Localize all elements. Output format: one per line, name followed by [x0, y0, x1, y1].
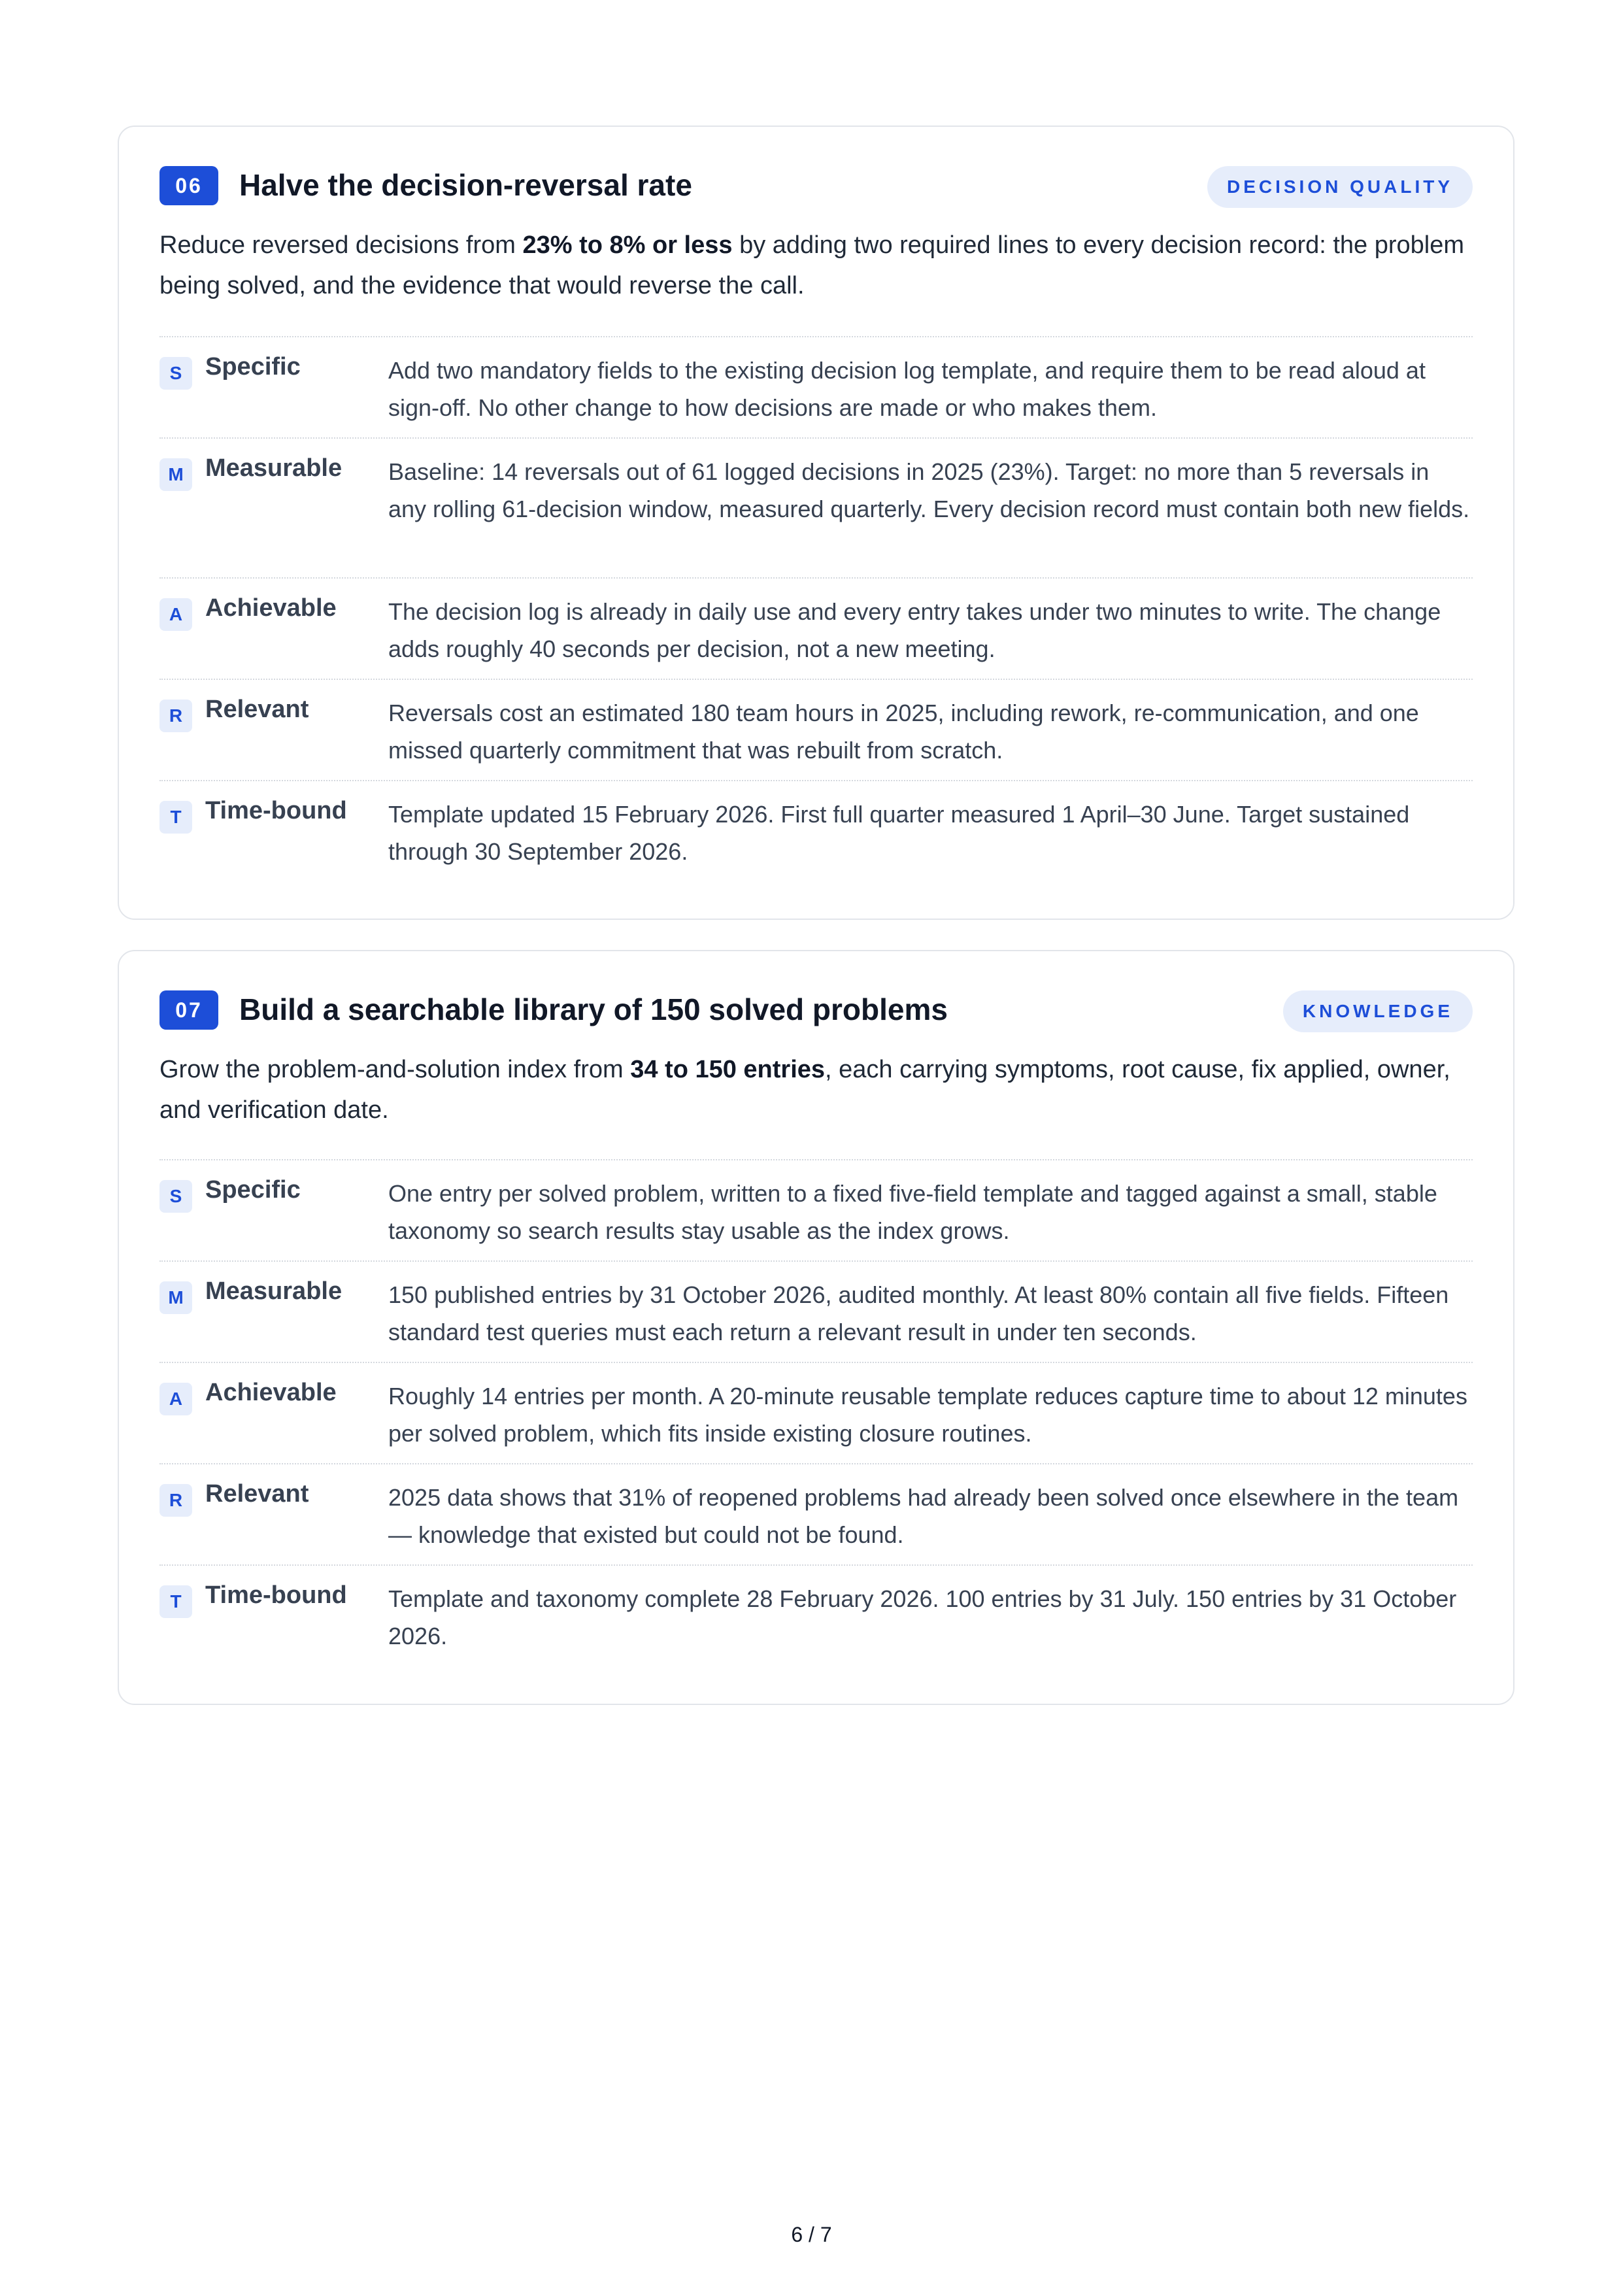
- summary-text: , each carrying symptoms, root cause, fix applied, owner, and verification date.: [159, 1056, 1450, 1124]
- criterion-letter-badge: R: [159, 700, 192, 732]
- criterion-label: Measurable: [205, 454, 343, 482]
- criterion-description: Reversals cost an estimated 180 team hours in 2025, including rework, re-communication, and one missed quarterly commitment that was rebuilt from scratch.: [388, 700, 1419, 764]
- criterion-label: Specific: [205, 1176, 301, 1204]
- goal-summary: [159, 225, 1473, 306]
- goal-card: [118, 950, 1514, 1705]
- smart-criteria-list: [159, 336, 1473, 881]
- summary-emphasis: 23% to 8% or less: [522, 231, 733, 259]
- goal-title: Build a searchable library of 150 solved problems: [239, 992, 948, 1026]
- criterion-letter-badge: S: [159, 1180, 192, 1213]
- goal-summary: [159, 1049, 1473, 1130]
- criterion-description: Add two mandatory fields to the existing decision log template, and require them to be read aloud at sign-off. No other change to how decisions are made or who makes them.: [388, 357, 1426, 421]
- criterion-description: Baseline: 14 reversals out of 61 logged decisions in 2025 (23%). Target: no more than 5 reversals in any rolling 61-decision window, measured quarterly. Every decision record must contain both new fields.: [388, 458, 1470, 522]
- criterion-row-relevant: [159, 679, 1473, 780]
- criterion-row-achievable: [159, 577, 1473, 679]
- criterion-row-time-bound: [159, 1564, 1473, 1666]
- criterion-letter-badge: M: [159, 458, 192, 491]
- criterion-label: Relevant: [205, 1480, 309, 1508]
- criterion-row-measurable: [159, 1260, 1473, 1362]
- criterion-description: 150 published entries by 31 October 2026, audited monthly. At least 80% contain all five fields. Fifteen standard test queries must each return a relevant result in under ten seconds.: [388, 1281, 1449, 1345]
- goal-category-tag: KNOWLEDGE: [1283, 990, 1473, 1032]
- criterion-row-specific: [159, 1159, 1473, 1260]
- criterion-label: Time-bound: [205, 1581, 347, 1609]
- summary-text: Grow the problem-and-solution index from: [159, 1056, 631, 1083]
- page-number: 6 / 7: [791, 2223, 832, 2246]
- criterion-label: Achievable: [205, 594, 337, 622]
- criterion-row-achievable: [159, 1362, 1473, 1463]
- criterion-letter-badge: S: [159, 357, 192, 390]
- criterion-letter-badge: A: [159, 598, 192, 631]
- criterion-description: Roughly 14 entries per month. A 20-minute reusable template reduces capture time to about 12 minutes per solved problem, which fits inside existing closure routines.: [388, 1383, 1467, 1447]
- criterion-description: 2025 data shows that 31% of reopened problems had already been solved once elsewhere in the team — knowledge that existed but could not be found.: [388, 1484, 1459, 1548]
- summary-text: by adding two required lines to every decision record: the problem being solved, and the evidence that would reverse the call.: [159, 231, 1465, 299]
- criterion-letter-badge: T: [159, 1585, 192, 1618]
- summary-text: Reduce reversed decisions from: [159, 231, 523, 259]
- summary-emphasis: 34 to 150 entries: [630, 1056, 826, 1083]
- criterion-label: Achievable: [205, 1379, 337, 1406]
- criterion-description: Template updated 15 February 2026. First full quarter measured 1 April–30 June. Target sustained through 30 September 2026.: [388, 801, 1410, 865]
- criterion-description: The decision log is already in daily use and every entry takes under two minutes to write. The change adds roughly 40 seconds per decision, not a new meeting.: [388, 598, 1441, 662]
- goal-header: [159, 989, 1473, 1032]
- smart-criteria-list: [159, 1159, 1473, 1666]
- criterion-label: Measurable: [205, 1277, 343, 1305]
- criterion-row-measurable: [159, 437, 1473, 577]
- goal-number-badge: 07: [159, 990, 218, 1030]
- criterion-letter-badge: R: [159, 1484, 192, 1517]
- goal-header: [159, 165, 1473, 208]
- goal-category-tag: DECISION QUALITY: [1207, 166, 1473, 208]
- goal-number-badge: 06: [159, 166, 218, 205]
- criterion-label: Specific: [205, 353, 301, 380]
- criterion-letter-badge: M: [159, 1281, 192, 1314]
- criterion-row-relevant: [159, 1463, 1473, 1564]
- criterion-description: Template and taxonomy complete 28 February 2026. 100 entries by 31 July. 150 entries by 31 October 2026.: [388, 1585, 1457, 1649]
- criterion-label: Relevant: [205, 696, 309, 723]
- criterion-letter-badge: A: [159, 1383, 192, 1415]
- goal-title: Halve the decision-reversal rate: [239, 168, 692, 202]
- criterion-label: Time-bound: [205, 797, 347, 824]
- criterion-letter-badge: T: [159, 801, 192, 834]
- criterion-row-time-bound: [159, 780, 1473, 881]
- criterion-row-specific: [159, 336, 1473, 437]
- goal-card: [118, 126, 1514, 920]
- criterion-description: One entry per solved problem, written to a fixed five-field template and tagged against a small, stable taxonomy so search results stay usable as the index grows.: [388, 1180, 1437, 1244]
